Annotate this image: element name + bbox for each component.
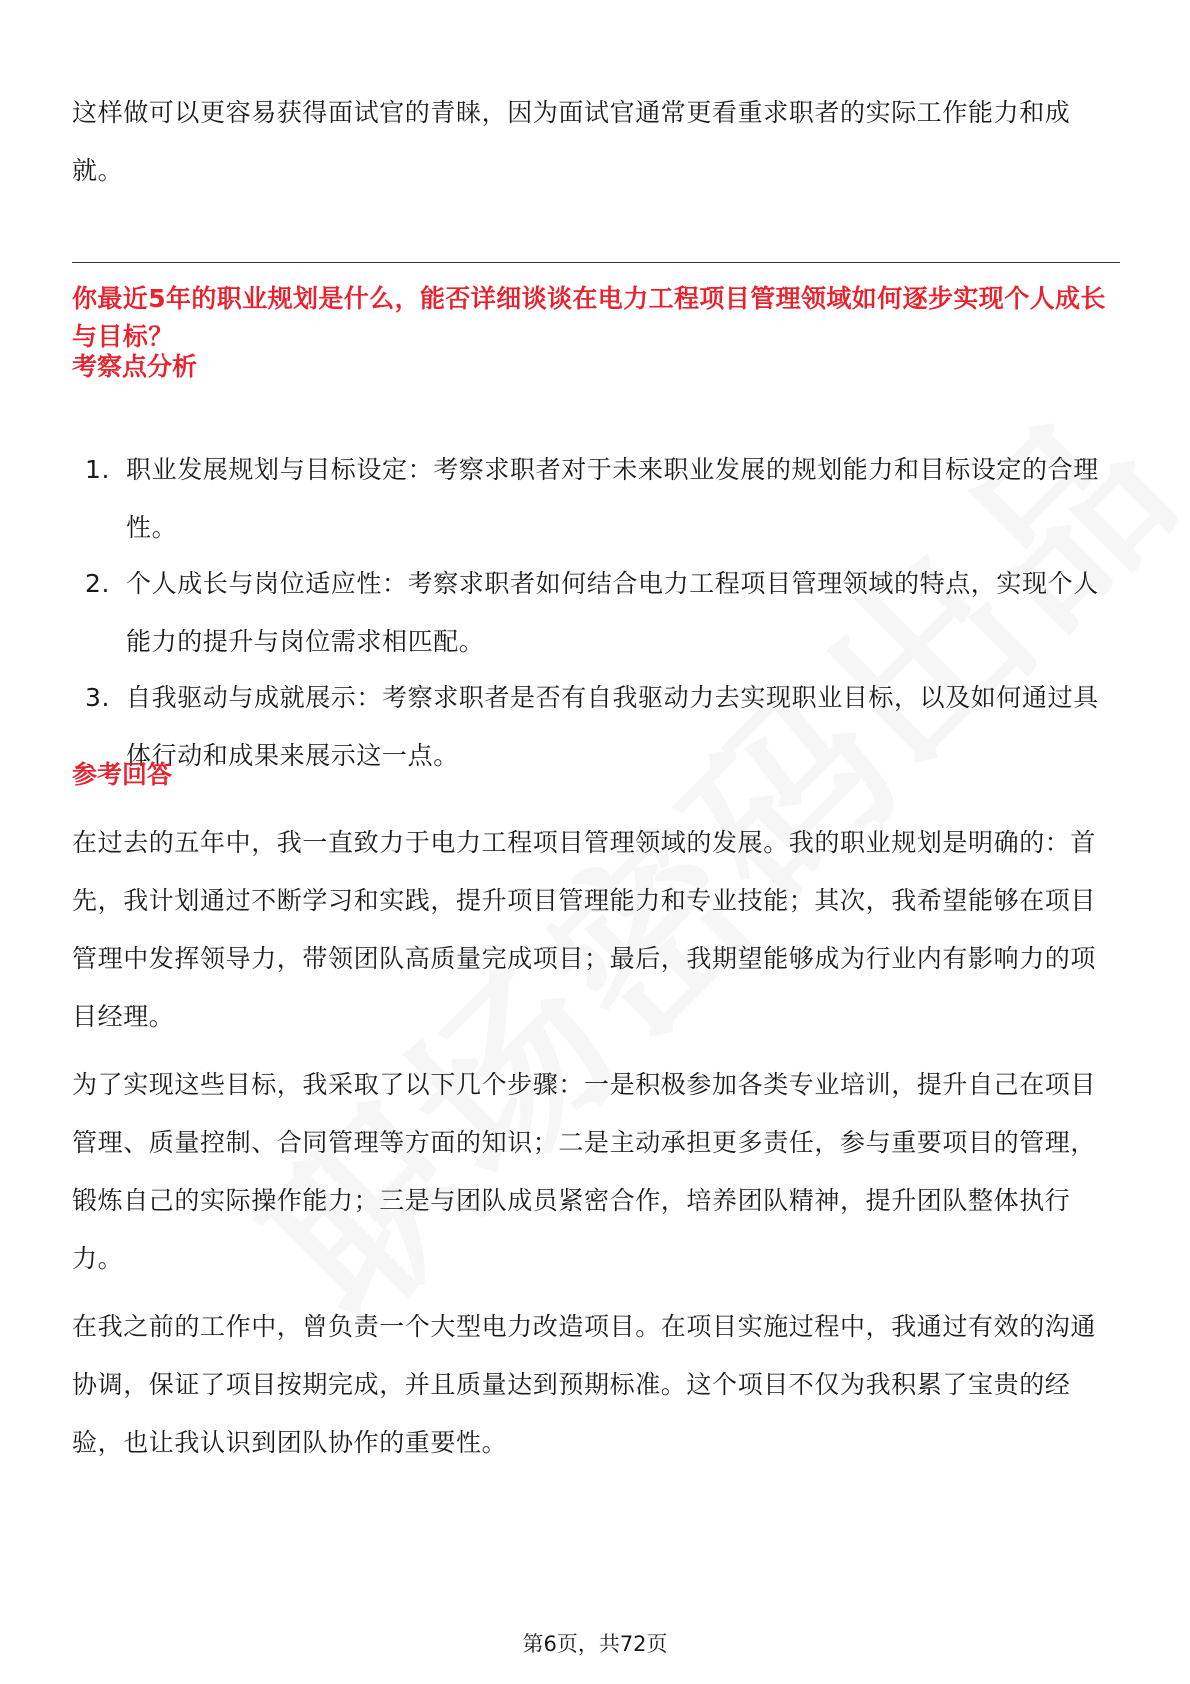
- list-item-text: 职业发展规划与目标设定：考察求职者对于未来职业发展的规划能力和目标设定的合理性。: [126, 455, 1099, 542]
- list-item-text: 自我驱动与成就展示：考察求职者是否有自我驱动力去实现职业目标，以及如何通过具体行动和成果来展示这一点。: [126, 683, 1099, 770]
- document-page: [72, 0, 1120, 1684]
- answer-paragraph: 在我之前的工作中，曾负责一个大型电力改造项目。在项目实施过程中，我通过有效的沟通协调，保证了项目按期完成，并且质量达到预期标准。这个项目不仅为我积累了宝贵的经验，也让我认识到团队协作的重要性。: [72, 1312, 1097, 1457]
- answer-paragraph: 在过去的五年中，我一直致力于电力工程项目管理领域的发展。我的职业规划是明确的：首先，我计划通过不断学习和实践，提升项目管理能力和专业技能；其次，我希望能够在项目管理中发挥领导力，带领团队高质量完成项目；最后，我期望能够成为行业内有影响力的项目经理。: [72, 828, 1097, 1031]
- answer-heading: 参考回答: [72, 760, 173, 789]
- list-item: [72, 555, 1120, 671]
- question-heading: 你最近5年的职业规划是什么，能否详细谈谈在电力工程项目管理领域如何逐步实现个人成长与目标？: [72, 284, 1106, 351]
- intro-paragraph: 这样做可以更容易获得面试官的青睐，因为面试官通常更看重求职者的实际工作能力和成就。: [72, 98, 1071, 185]
- answer-paragraph: 为了实现这些目标，我采取了以下几个步骤：一是积极参加各类专业培训，提升自己在项目管理、质量控制、合同管理等方面的知识；二是主动承担更多责任，参与重要项目的管理，锻炼自己的实际操作能力；三是与团队成员紧密合作，培养团队精神，提升团队整体执行力。: [72, 1070, 1097, 1273]
- list-item-number: 1.: [85, 455, 111, 484]
- list-item-number: 2.: [85, 569, 111, 598]
- list-item: [72, 441, 1120, 557]
- analysis-heading: 考察点分析: [72, 352, 198, 381]
- section-divider: [72, 262, 1120, 263]
- page-number-footer: 第6页，共72页: [522, 1632, 668, 1656]
- list-item-number: 3.: [85, 683, 111, 712]
- list-item: [72, 669, 1120, 785]
- analysis-list: [72, 441, 1120, 785]
- list-item-text: 个人成长与岗位适应性：考察求职者如何结合电力工程项目管理领域的特点，实现个人能力的提升与岗位需求相匹配。: [126, 569, 1099, 656]
